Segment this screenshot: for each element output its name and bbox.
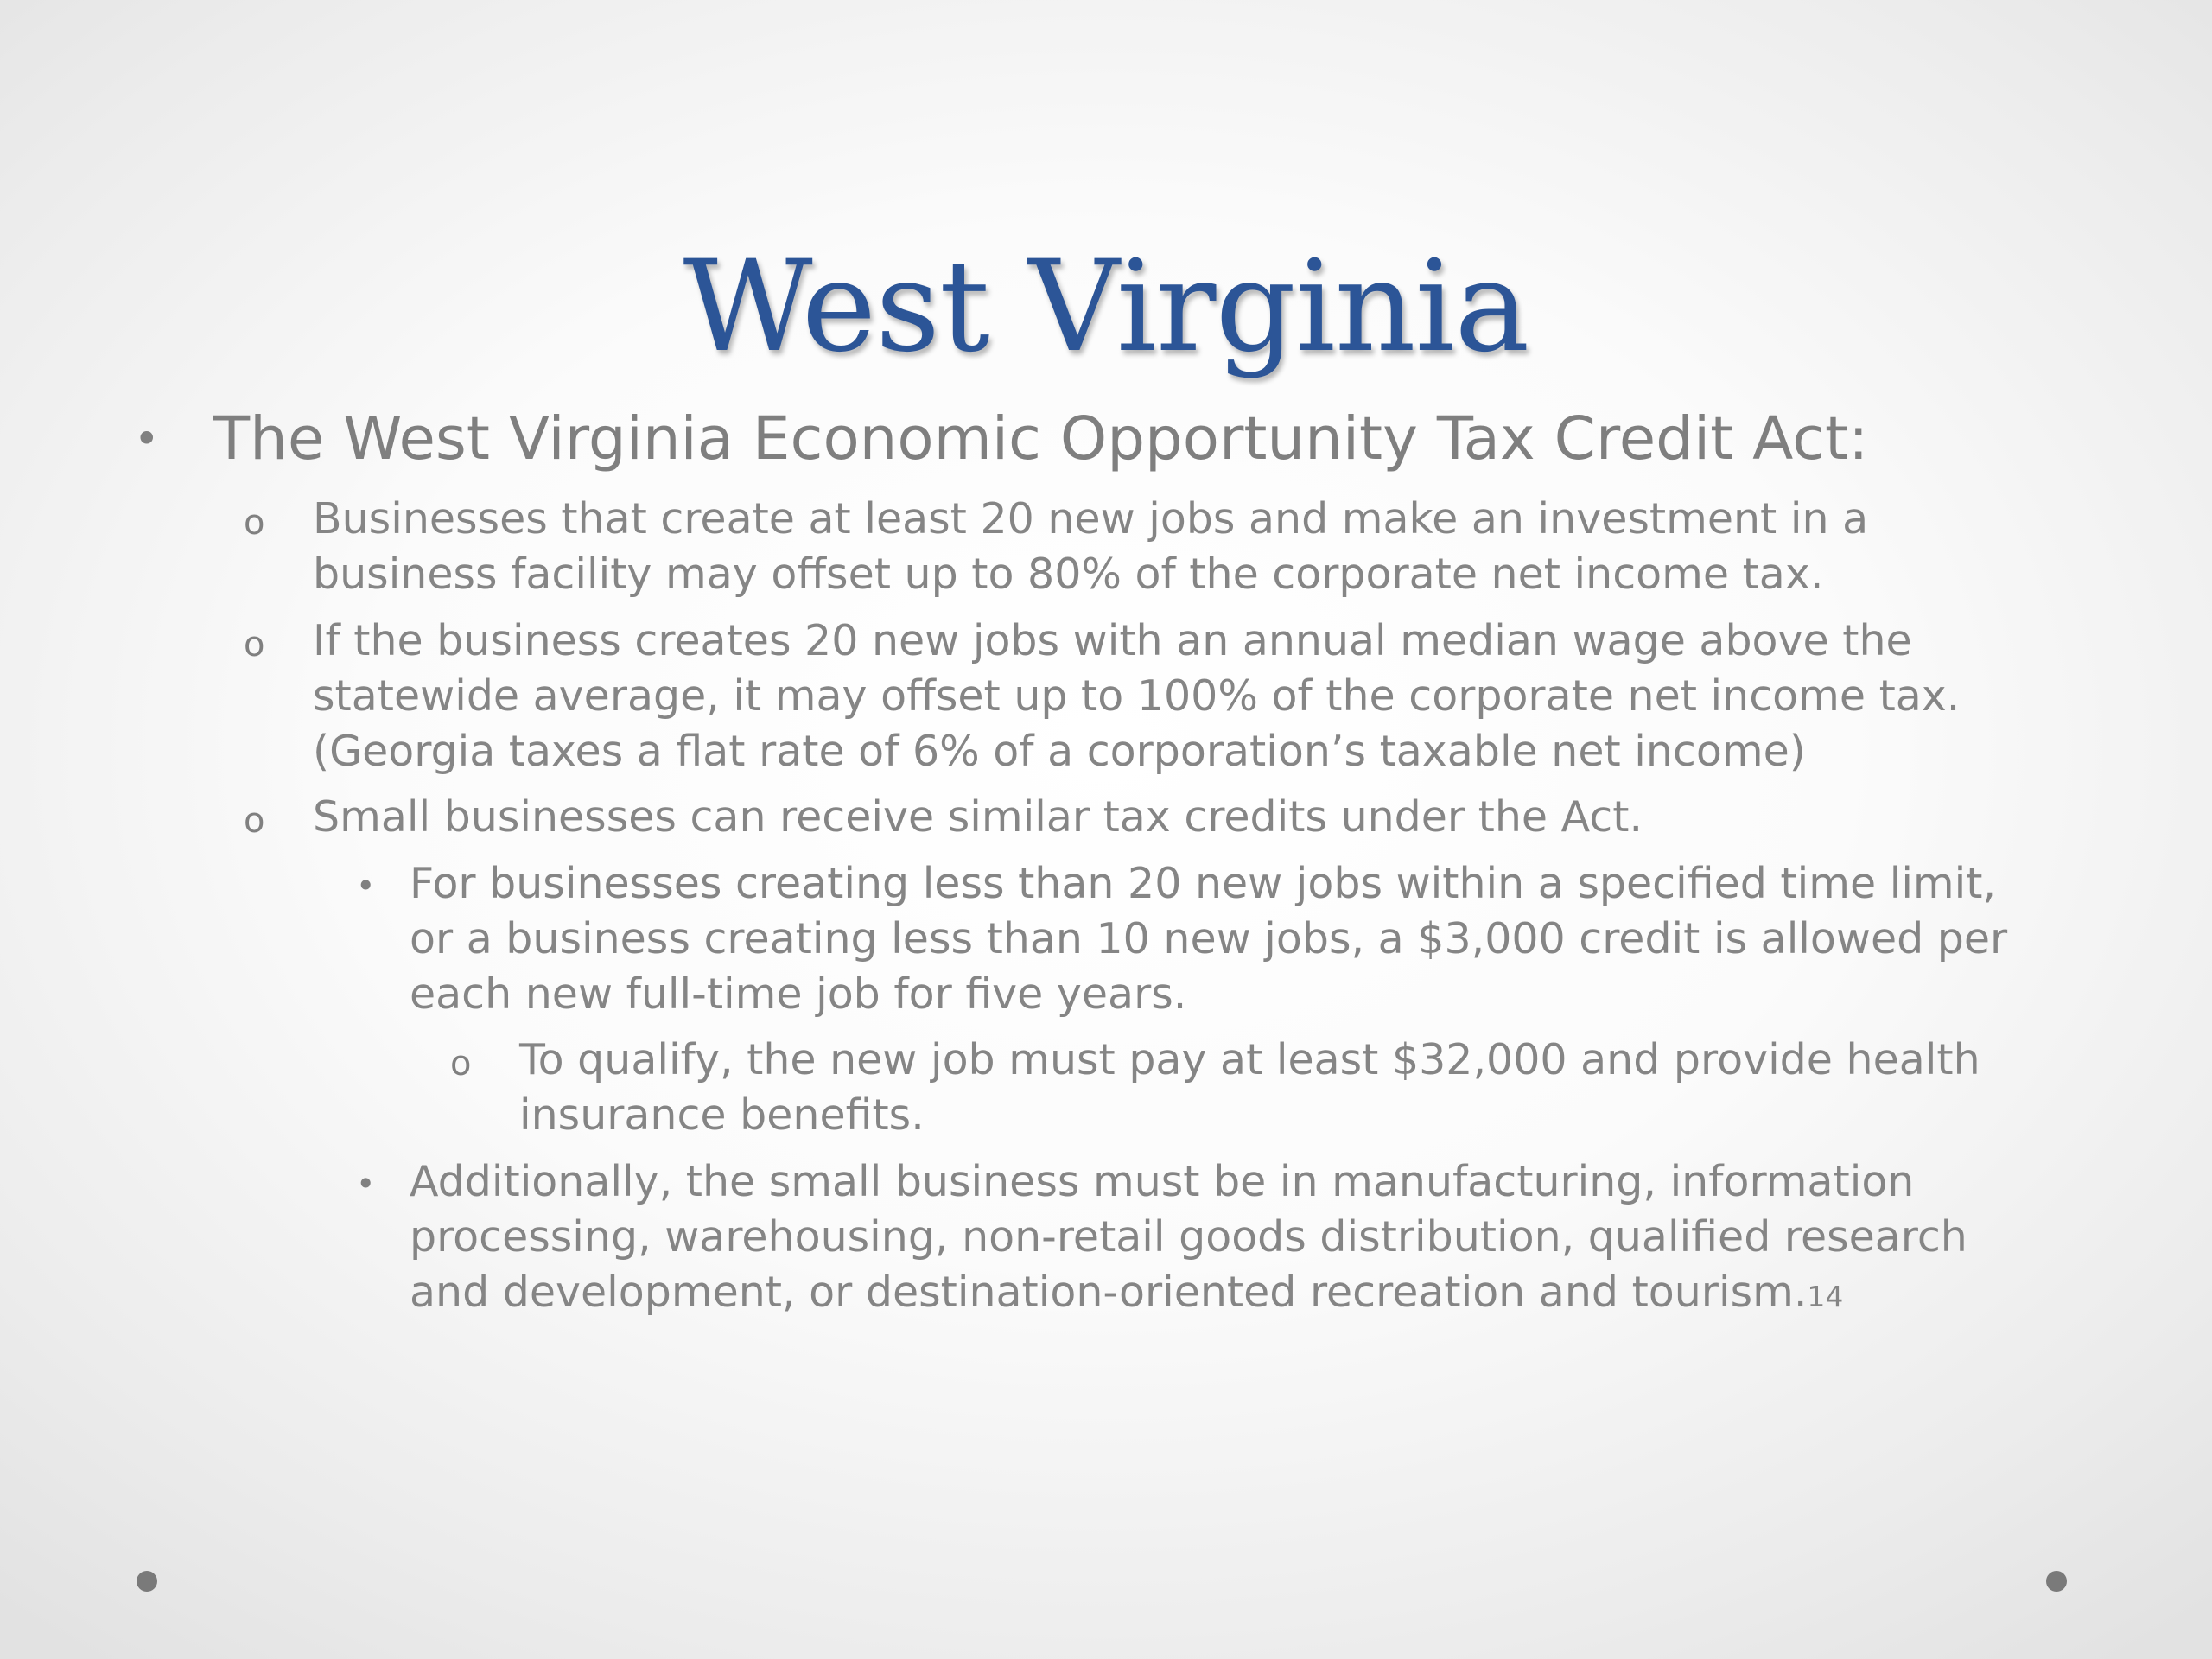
bullet-marker: o [244, 801, 265, 841]
bullet-marker: • [356, 867, 376, 905]
bullet-marker: • [134, 414, 160, 464]
corner-dot-left [137, 1571, 157, 1592]
bullet-text: and development, or destination-oriented recreation and tourism. [410, 1268, 1808, 1317]
bullet-marker: o [244, 625, 265, 664]
bullet-text-line: Small businesses can receive similar tax credits under the Act. [313, 792, 1643, 842]
bullet-text-line: processing, warehousing, non-retail goods distribution, qualified research [410, 1212, 1967, 1262]
bullet-text-line: each new full-time job for five years. [410, 969, 1187, 1019]
subbullet-small-businesses [244, 790, 1643, 845]
bullet-text-line-last [410, 1265, 1967, 1325]
bullet-text-line: To qualify, the new job must pay at least $32,000 and provide health [519, 1035, 1980, 1084]
bullet-text-line: For businesses creating less than 20 new jobs within a specified time limit, [410, 859, 1997, 908]
bullet-marker: • [356, 1165, 376, 1203]
bullet-main-act [134, 404, 1869, 474]
subbullet-3000-credit [356, 856, 2008, 1022]
bullet-marker: o [244, 503, 265, 543]
bullet-text-line: insurance benefits. [519, 1090, 925, 1140]
bullet-text: The West Virginia Economic Opportunity Tax Credit Act: [213, 404, 1869, 474]
bullet-text-line: or a business creating less than 10 new jobs, a $3,000 credit is allowed per [410, 914, 2008, 963]
bullet-text-line: If the business creates 20 new jobs with an annual median wage above the [313, 616, 1912, 665]
subbullet-100-percent [244, 613, 1961, 779]
slide-number: 14 [1807, 1280, 1844, 1313]
bullet-text-line: Businesses that create at least 20 new jobs and make an investment in a [313, 494, 1869, 543]
subbullet-80-percent [244, 492, 1869, 602]
slide-title: West Virginia [683, 233, 1529, 380]
subbullet-additionally [356, 1154, 1967, 1325]
bullet-marker: o [450, 1044, 472, 1084]
bullet-text-line: (Georgia taxes a flat rate of 6% of a corporation’s taxable net income) [313, 727, 1806, 776]
subbullet-qualify [450, 1033, 1980, 1143]
bullet-text-line: Additionally, the small business must be in manufacturing, information [410, 1157, 1915, 1206]
bullet-text-line: statewide average, it may offset up to 100% of the corporate net income tax. [313, 671, 1961, 721]
bullet-text-line: business facility may offset up to 80% of the corporate net income tax. [313, 550, 1824, 599]
corner-dot-right [2046, 1571, 2067, 1592]
